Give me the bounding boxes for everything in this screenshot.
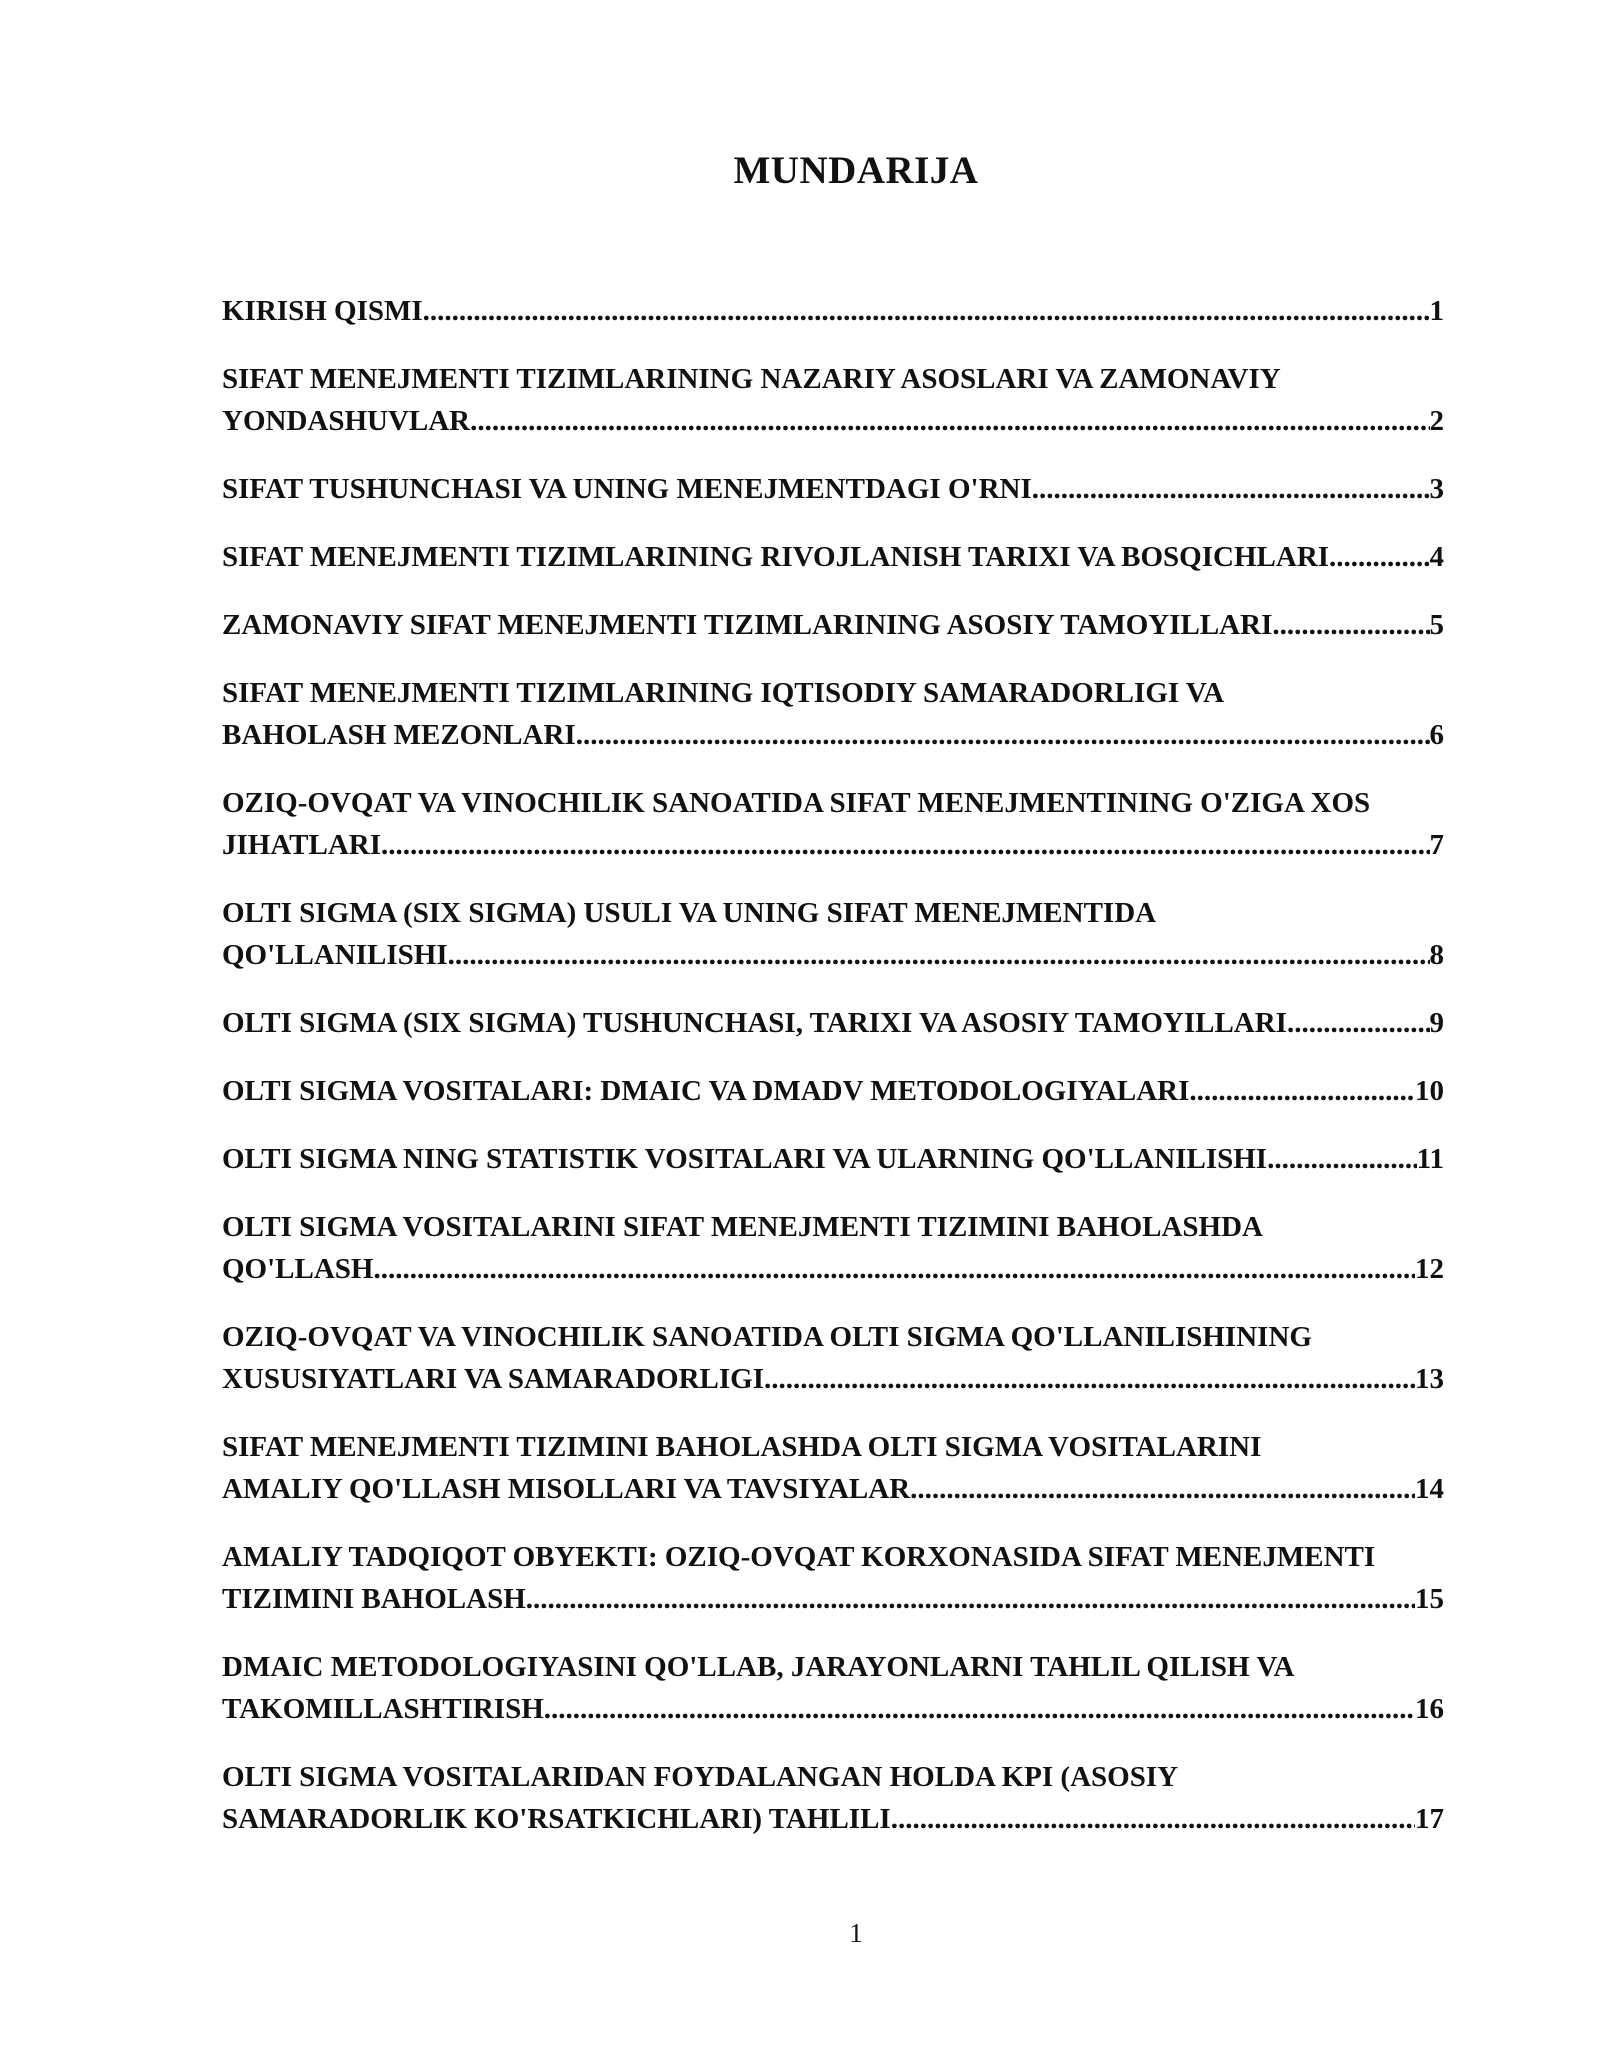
toc-entry-line [222, 1316, 1444, 1358]
toc-entry-last-line [222, 1578, 1444, 1620]
toc-page-number: 14 [1415, 1473, 1444, 1505]
toc-entry-line [222, 1536, 1444, 1578]
toc-entry-last-line [222, 934, 1444, 976]
toc-entry-last-line [222, 290, 1444, 332]
toc-entry-last-line [222, 1688, 1444, 1730]
page-title: MUNDARIJA [733, 149, 979, 192]
dot-leader [1032, 468, 1430, 510]
toc-entry-title: TIZIMINI BAHOLASH [222, 1583, 526, 1615]
toc-page-number: 9 [1429, 1007, 1444, 1039]
toc-entry-last-line [222, 1468, 1444, 1510]
toc-entry-line [222, 1206, 1444, 1248]
dot-leader [1189, 1070, 1415, 1112]
toc-page-number: 4 [1429, 541, 1444, 573]
toc-entry-last-line [222, 1070, 1444, 1112]
toc-entry[interactable] [222, 1426, 1444, 1510]
toc-page-number: 12 [1415, 1253, 1444, 1285]
toc-entry-title: DMAIC METODOLOGIYASINI QO'LLAB, JARAYONLARNI TAHLIL QILISH VA [222, 1651, 1295, 1683]
toc-entry-line [222, 1426, 1444, 1468]
toc-page-number: 1 [1429, 295, 1444, 327]
toc-page-number: 17 [1415, 1803, 1444, 1835]
toc-entry-line [222, 892, 1444, 934]
toc-entry[interactable] [222, 892, 1444, 976]
dot-leader [764, 1358, 1415, 1400]
toc-entry-last-line [222, 714, 1444, 756]
toc-entry-title: ZAMONAVIY SIFAT MENEJMENTI TIZIMLARINING ASOSIY TAMOYILLARI [222, 609, 1273, 641]
toc-entry-title: XUSUSIYATLARI VA SAMARADORLIGI [222, 1363, 765, 1395]
dot-leader [526, 1578, 1415, 1620]
dot-leader [1272, 604, 1429, 646]
toc-entry-title: OLTI SIGMA (SIX SIGMA) USULI VA UNING SIFAT MENEJMENTIDA [222, 897, 1157, 929]
toc-entry-line [222, 1646, 1444, 1688]
toc-page-number: 16 [1415, 1693, 1444, 1725]
toc-entry-title: SIFAT MENEJMENTI TIZIMLARINING RIVOJLANISH TARIXI VA BOSQICHLARI [222, 541, 1330, 573]
toc-entry-title: SAMARADORLIK KO'RSATKICHLARI) TAHLILI [222, 1803, 891, 1835]
toc-page-number: 8 [1429, 939, 1444, 971]
toc-page-number: 7 [1429, 829, 1444, 861]
toc-page-number: 15 [1415, 1583, 1444, 1615]
toc-entry-title: TAKOMILLASHTIRISH [222, 1693, 544, 1725]
toc-entry-title: SIFAT MENEJMENTI TIZIMLARINING IQTISODIY SAMARADORLIGI VA [222, 677, 1225, 709]
toc-entry-title: KIRISH QISMI [222, 295, 423, 327]
toc-entry-title: SIFAT MENEJMENTI TIZIMLARINING NAZARIY ASOSLARI VA ZAMONAVIY [222, 363, 1281, 395]
toc-entry[interactable] [222, 1206, 1444, 1290]
toc-entry-line [222, 782, 1444, 824]
dot-leader [891, 1798, 1415, 1840]
toc-entry-line [222, 672, 1444, 714]
toc-page-number: 3 [1429, 473, 1444, 505]
dot-leader [448, 934, 1430, 976]
table-of-contents [222, 290, 1444, 1866]
toc-entry-title: QO'LLASH [222, 1253, 374, 1285]
toc-entry-title: OLTI SIGMA (SIX SIGMA) TUSHUNCHASI, TARIXI VA ASOSIY TAMOYILLARI [222, 1007, 1287, 1039]
dot-leader [381, 824, 1430, 866]
toc-entry-last-line [222, 604, 1444, 646]
toc-entry-title: SIFAT TUSHUNCHASI VA UNING MENEJMENTDAGI O'RNI [222, 473, 1032, 505]
dot-leader [1267, 1138, 1417, 1180]
toc-entry-title: SIFAT MENEJMENTI TIZIMINI BAHOLASHDA OLTI SIGMA VOSITALARINI [222, 1431, 1262, 1463]
toc-entry[interactable] [222, 1138, 1444, 1180]
toc-entry-line [222, 1756, 1444, 1798]
toc-entry[interactable] [222, 1070, 1444, 1112]
toc-entry-title: OZIQ-OVQAT VA VINOCHILIK SANOATIDA SIFAT MENEJMENTINING O'ZIGA XOS [222, 787, 1371, 819]
toc-entry-last-line [222, 1358, 1444, 1400]
toc-entry-title: QO'LLANILISHI [222, 939, 448, 971]
toc-entry-title: OLTI SIGMA VOSITALARI: DMAIC VA DMADV METODOLOGIYALARI [222, 1075, 1190, 1107]
toc-entry-title: JIHATLARI [222, 829, 381, 861]
toc-entry[interactable] [222, 468, 1444, 510]
toc-entry-last-line [222, 1138, 1444, 1180]
toc-entry[interactable] [222, 672, 1444, 756]
toc-entry-last-line [222, 1002, 1444, 1044]
toc-entry-title: YONDASHUVLAR [222, 405, 471, 437]
toc-page-number: 10 [1415, 1075, 1444, 1107]
toc-entry-title: OZIQ-OVQAT VA VINOCHILIK SANOATIDA OLTI SIGMA QO'LLANILISHINING [222, 1321, 1312, 1353]
toc-entry-last-line [222, 824, 1444, 866]
toc-entry[interactable] [222, 536, 1444, 578]
toc-entry[interactable] [222, 290, 1444, 332]
dot-leader [544, 1688, 1415, 1730]
toc-page-number: 13 [1415, 1363, 1444, 1395]
toc-entry[interactable] [222, 1536, 1444, 1620]
toc-entry-title: OLTI SIGMA VOSITALARINI SIFAT MENEJMENTI TIZIMINI BAHOLASHDA [222, 1211, 1263, 1243]
dot-leader [374, 1248, 1416, 1290]
toc-entry[interactable] [222, 604, 1444, 646]
toc-entry[interactable] [222, 1646, 1444, 1730]
toc-entry-line [222, 358, 1444, 400]
dot-leader [423, 290, 1430, 332]
toc-page-number: 2 [1429, 405, 1444, 437]
toc-entry-title: OLTI SIGMA VOSITALARIDAN FOYDALANGAN HOLDA KPI (ASOSIY [222, 1761, 1179, 1793]
toc-entry-last-line [222, 1248, 1444, 1290]
toc-entry-title: BAHOLASH MEZONLARI [222, 719, 576, 751]
toc-entry-title: AMALIY TADQIQOT OBYEKTI: OZIQ-OVQAT KORXONASIDA SIFAT MENEJMENTI [222, 1541, 1376, 1573]
toc-entry-last-line [222, 1798, 1444, 1840]
dot-leader [910, 1468, 1415, 1510]
toc-entry[interactable] [222, 1756, 1444, 1840]
toc-entry[interactable] [222, 782, 1444, 866]
toc-entry-last-line [222, 536, 1444, 578]
toc-entry[interactable] [222, 358, 1444, 442]
toc-entry[interactable] [222, 1002, 1444, 1044]
page-number: 1 [849, 1918, 863, 1948]
dot-leader [1287, 1002, 1430, 1044]
toc-page-number: 6 [1429, 719, 1444, 751]
toc-entry-last-line [222, 400, 1444, 442]
dot-leader [470, 400, 1429, 442]
toc-entry-title: AMALIY QO'LLASH MISOLLARI VA TAVSIYALAR [222, 1473, 911, 1505]
toc-page-number: 5 [1429, 609, 1444, 641]
toc-page-number: 11 [1416, 1143, 1444, 1175]
toc-entry-title: OLTI SIGMA NING STATISTIK VOSITALARI VA ULARNING QO'LLANILISHI [222, 1143, 1268, 1175]
toc-entry[interactable] [222, 1316, 1444, 1400]
toc-entry-last-line [222, 468, 1444, 510]
dot-leader [1329, 536, 1429, 578]
dot-leader [576, 714, 1430, 756]
